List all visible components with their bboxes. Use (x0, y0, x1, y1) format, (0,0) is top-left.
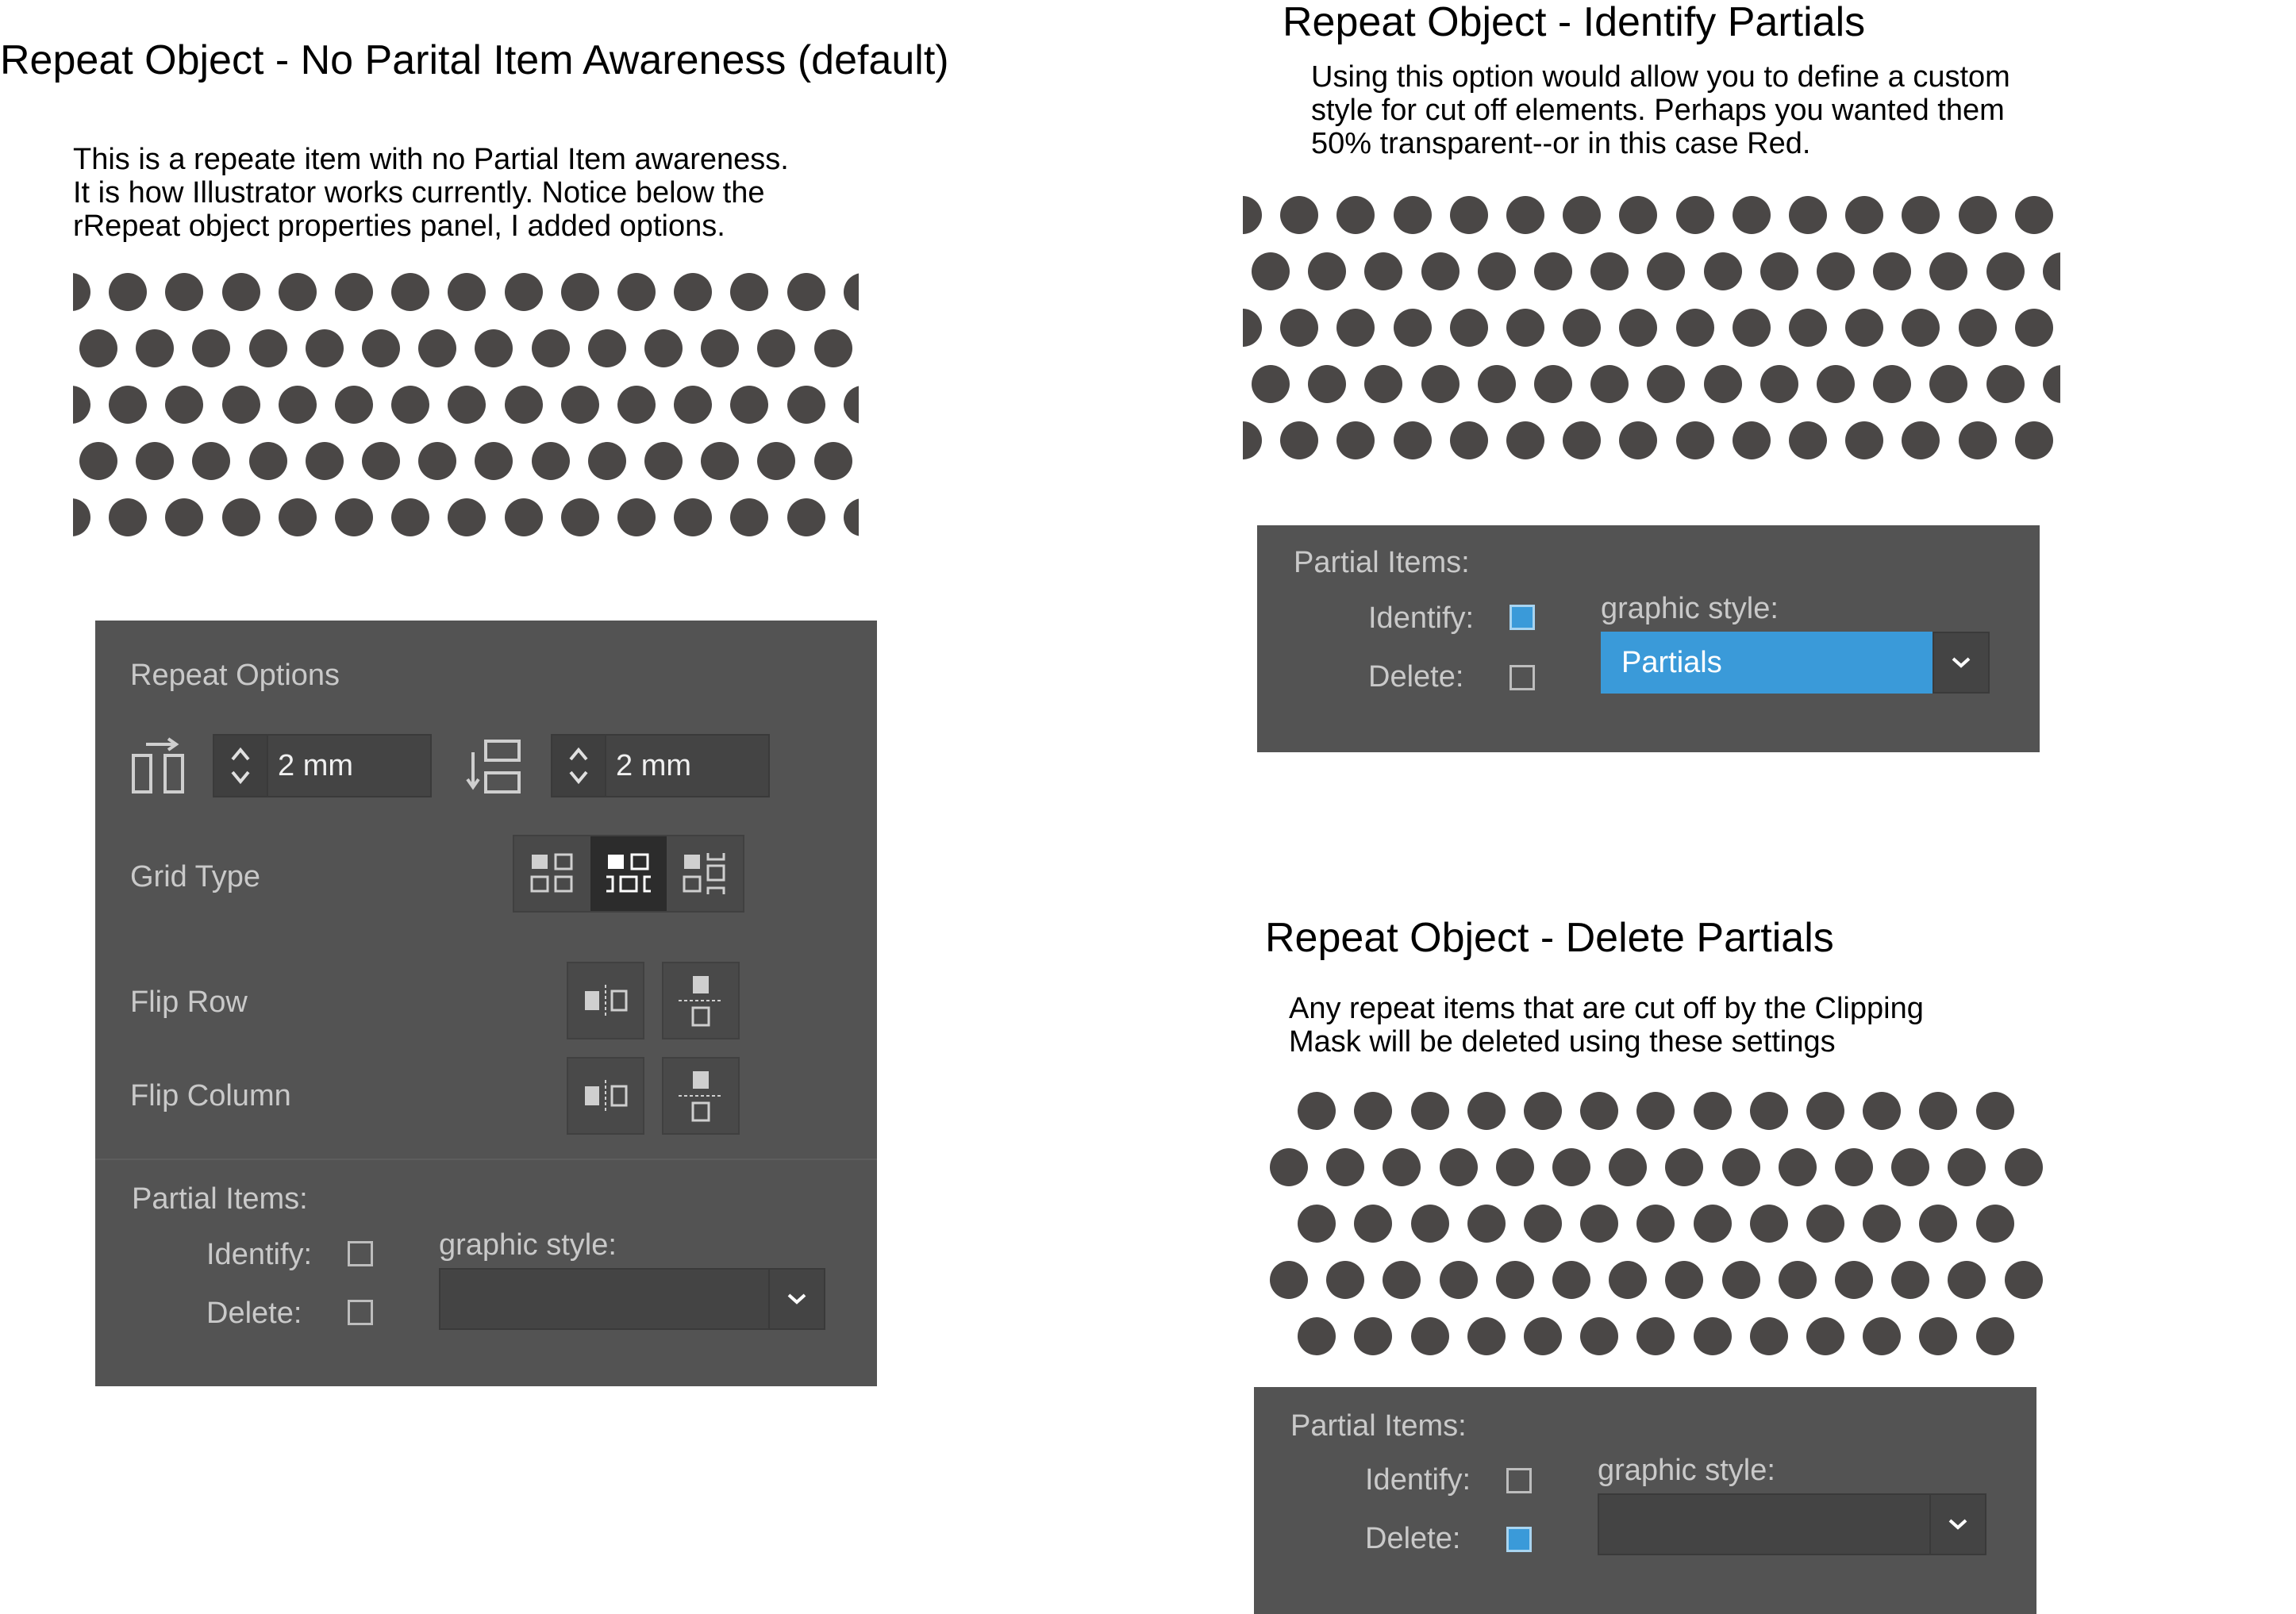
repeat-item (532, 329, 570, 367)
repeat-item (588, 442, 626, 480)
repeat-item (1364, 365, 1402, 403)
delete-checkbox[interactable] (1510, 665, 1535, 690)
delete-label: Delete: (206, 1297, 302, 1330)
repeat-item (701, 442, 739, 480)
repeat-item (644, 442, 683, 480)
flip-row-vertical-button[interactable] (662, 962, 740, 1039)
repeat-item (701, 329, 739, 367)
repeat-item (1440, 1261, 1478, 1299)
repeat-item (561, 386, 599, 424)
repeat-item (1760, 252, 1798, 290)
repeat-item (1636, 1205, 1675, 1243)
identify-checkbox[interactable] (1510, 605, 1535, 630)
repeat-item (1704, 365, 1742, 403)
repeat-item (1524, 1317, 1562, 1355)
repeat-item (730, 273, 768, 311)
repeat-item (1948, 1261, 1986, 1299)
repeat-item (1647, 252, 1685, 290)
repeat-item (249, 329, 287, 367)
repeat-item (730, 498, 768, 536)
graphic-style-label: graphic style: (439, 1228, 617, 1262)
identify-checkbox[interactable] (348, 1241, 373, 1266)
repeat-item (306, 329, 344, 367)
repeat-item (1411, 1205, 1449, 1243)
repeat-item (1298, 1092, 1336, 1130)
repeat-item (1440, 1148, 1478, 1186)
repeat-dot-grid-delete-partials (1254, 1089, 2048, 1358)
flip-column-label: Flip Column (130, 1079, 291, 1113)
repeat-item (1676, 421, 1714, 459)
repeat-item (1563, 309, 1601, 347)
grid-type-selector[interactable] (513, 835, 744, 913)
repeat-item (1722, 1261, 1760, 1299)
repeat-item (1863, 1317, 1901, 1355)
repeat-item (1959, 421, 1997, 459)
repeat-item (814, 329, 852, 367)
vertical-spacing-icon (465, 736, 522, 801)
flip-horizontal-icon (582, 1080, 629, 1112)
repeat-item (1609, 1261, 1647, 1299)
repeat-item (1590, 365, 1629, 403)
repeat-item (1450, 421, 1488, 459)
repeat-item (757, 329, 795, 367)
repeat-item (1619, 309, 1657, 347)
repeat-item (1863, 1092, 1901, 1130)
partial-repeat-item (1243, 309, 1262, 347)
repeat-item (1354, 1092, 1392, 1130)
repeat-item (1733, 196, 1771, 234)
repeat-item (1902, 196, 1940, 234)
graphic-style-dropdown[interactable] (439, 1268, 825, 1330)
repeat-item (1845, 196, 1883, 234)
repeat-item (1976, 1092, 2014, 1130)
identify-label: Identify: (1365, 1463, 1471, 1497)
repeat-item (279, 386, 317, 424)
repeat-item (475, 329, 513, 367)
repeat-item (1976, 1317, 2014, 1355)
repeat-item (362, 442, 400, 480)
heading-no-partial: Repeat Object - No Parital Item Awareness (default) (0, 37, 949, 83)
repeat-item (109, 273, 147, 311)
repeat-item (1552, 1261, 1590, 1299)
repeat-item (1298, 1205, 1336, 1243)
repeat-item (617, 273, 656, 311)
repeat-item (1959, 196, 1997, 234)
repeat-item (1534, 252, 1572, 290)
repeat-item (1354, 1317, 1392, 1355)
repeat-item (588, 329, 626, 367)
repeat-item (1394, 421, 1432, 459)
repeat-item (1863, 1205, 1901, 1243)
repeat-dot-grid-no-partial (73, 267, 859, 538)
repeat-item (165, 386, 203, 424)
repeat-item (1280, 421, 1318, 459)
repeat-item (1478, 252, 1516, 290)
delete-checkbox[interactable] (348, 1300, 373, 1325)
graphic-style-label: graphic style: (1598, 1454, 1775, 1487)
repeat-item (1308, 252, 1346, 290)
repeat-item (1336, 196, 1375, 234)
repeat-item (1929, 252, 1967, 290)
repeat-item (1421, 365, 1460, 403)
repeat-item (1806, 1092, 1844, 1130)
repeat-item (1496, 1261, 1534, 1299)
repeat-item (1619, 421, 1657, 459)
repeat-item (1845, 309, 1883, 347)
repeat-item (1580, 1205, 1618, 1243)
repeat-item (1326, 1261, 1364, 1299)
heading-identify-partials: Repeat Object - Identify Partials (1283, 0, 1866, 45)
repeat-item (1394, 196, 1432, 234)
flip-vertical-icon (677, 973, 725, 1028)
repeat-item (418, 442, 456, 480)
repeat-item (674, 273, 712, 311)
repeat-item (1806, 1205, 1844, 1243)
repeat-item (1450, 196, 1488, 234)
repeat-item (1919, 1205, 1957, 1243)
repeat-item (136, 442, 174, 480)
repeat-item (1665, 1148, 1703, 1186)
chevron-down-icon[interactable] (1929, 1493, 1986, 1555)
vertical-spacing-stepper[interactable] (551, 734, 770, 797)
repeat-item (1580, 1317, 1618, 1355)
repeat-item (532, 442, 570, 480)
description-delete-partials: Any repeat items that are cut off by the Clipping Mask will be deleted using these settings (1289, 992, 1924, 1059)
partial-repeat-item (844, 273, 859, 311)
repeat-item (1411, 1092, 1449, 1130)
description-identify-partials: Using this option would allow you to define a custom style for cut off elements. Perhaps you wanted them 50% transparent--or in this case Red. (1311, 60, 2010, 160)
description-no-partial: This is a repeate item with no Partial Item awareness. It is how Illustrator works currently. Notice below the rRepeat object properties panel, I added options. (73, 143, 789, 243)
repeat-item (1694, 1205, 1732, 1243)
repeat-item (1506, 421, 1544, 459)
repeat-item (192, 442, 230, 480)
grid-icon (529, 851, 576, 896)
repeat-item (475, 442, 513, 480)
chevron-down-icon[interactable] (1933, 632, 1990, 694)
repeat-item (79, 329, 117, 367)
repeat-item (1986, 252, 2025, 290)
partial-repeat-item (844, 386, 859, 424)
partial-repeat-item (1243, 196, 1262, 234)
repeat-item (1506, 196, 1544, 234)
repeat-item (1789, 196, 1827, 234)
delete-partials-panel (1254, 1387, 2036, 1614)
repeat-item (2015, 309, 2053, 347)
repeat-item (335, 273, 373, 311)
repeat-item (1383, 1261, 1421, 1299)
repeat-item (391, 386, 429, 424)
repeat-item (787, 386, 825, 424)
repeat-item (335, 498, 373, 536)
repeat-options-panel (95, 621, 877, 1386)
grid-type-brick-column-button[interactable] (667, 836, 743, 911)
repeat-item (1636, 1317, 1675, 1355)
repeat-item (222, 498, 260, 536)
horizontal-spacing-stepper[interactable] (213, 734, 432, 797)
repeat-item (1467, 1092, 1506, 1130)
repeat-item (1563, 196, 1601, 234)
repeat-item (1902, 421, 1940, 459)
delete-label: Delete: (1368, 660, 1464, 694)
vertical-spacing-value[interactable]: 2 mm (606, 734, 770, 797)
repeat-item (1563, 421, 1601, 459)
repeat-item (1986, 365, 2025, 403)
repeat-item (1750, 1317, 1788, 1355)
repeat-item (1280, 196, 1318, 234)
graphic-style-value[interactable]: Partials (1601, 632, 1933, 694)
repeat-item (109, 498, 147, 536)
repeat-item (1891, 1148, 1929, 1186)
repeat-item (1976, 1205, 2014, 1243)
repeat-item (1817, 252, 1855, 290)
flip-row-horizontal-button[interactable] (567, 962, 644, 1039)
graphic-style-value[interactable] (1598, 1493, 1929, 1555)
repeat-item (1270, 1261, 1308, 1299)
repeat-item (1524, 1092, 1562, 1130)
repeat-item (1252, 365, 1290, 403)
repeat-item (1750, 1092, 1788, 1130)
graphic-style-dropdown[interactable] (1601, 632, 1990, 694)
repeat-item (1364, 252, 1402, 290)
repeat-item (1722, 1148, 1760, 1186)
repeat-item (1817, 365, 1855, 403)
grid-type-brick-row-button[interactable] (590, 836, 667, 911)
repeat-item (1733, 309, 1771, 347)
partial-items-label: Partial Items: (1294, 546, 1470, 579)
stepper-arrows-icon[interactable] (551, 734, 606, 797)
repeat-item (1779, 1148, 1817, 1186)
repeat-item (1902, 309, 1940, 347)
repeat-item (1280, 309, 1318, 347)
repeat-item (1354, 1205, 1392, 1243)
brick-by-row-icon (605, 851, 652, 896)
repeat-item (1919, 1092, 1957, 1130)
repeat-item (1394, 309, 1432, 347)
horizontal-spacing-value[interactable]: 2 mm (268, 734, 432, 797)
repeat-item (674, 498, 712, 536)
identify-partials-panel (1257, 525, 2040, 752)
repeat-item (1467, 1317, 1506, 1355)
repeat-item (1590, 252, 1629, 290)
heading-delete-partials: Repeat Object - Delete Partials (1265, 915, 1834, 961)
repeat-item (1760, 365, 1798, 403)
repeat-item (1326, 1148, 1364, 1186)
partial-repeat-item (2043, 252, 2060, 290)
repeat-item (1506, 309, 1544, 347)
partial-items-label: Partial Items: (1290, 1409, 1467, 1443)
repeat-item (757, 442, 795, 480)
flip-row-label: Flip Row (130, 986, 248, 1019)
repeat-item (1779, 1261, 1817, 1299)
grid-type-label: Grid Type (130, 860, 261, 893)
identify-checkbox[interactable] (1506, 1468, 1532, 1493)
repeat-item (165, 273, 203, 311)
delete-checkbox[interactable] (1506, 1527, 1532, 1552)
repeat-item (787, 498, 825, 536)
graphic-style-dropdown[interactable] (1598, 1493, 1986, 1555)
repeat-item (1336, 309, 1375, 347)
repeat-item (79, 442, 117, 480)
repeat-item (1421, 252, 1460, 290)
repeat-item (1835, 1148, 1873, 1186)
repeat-item (1873, 365, 1911, 403)
repeat-item (418, 329, 456, 367)
repeat-item (1383, 1148, 1421, 1186)
repeat-item (1835, 1261, 1873, 1299)
repeat-item (448, 386, 486, 424)
repeat-item (448, 273, 486, 311)
repeat-item (1929, 365, 1967, 403)
repeat-item (1524, 1205, 1562, 1243)
partial-repeat-item (73, 498, 90, 536)
partial-repeat-item (73, 273, 90, 311)
repeat-item (1959, 309, 1997, 347)
graphic-style-label: graphic style: (1601, 592, 1779, 625)
chevron-down-icon[interactable] (768, 1268, 825, 1330)
repeat-item (1891, 1261, 1929, 1299)
repeat-item (222, 273, 260, 311)
horizontal-spacing-icon (130, 736, 187, 801)
repeat-item (1750, 1205, 1788, 1243)
repeat-item (730, 386, 768, 424)
repeat-item (1806, 1317, 1844, 1355)
repeat-dot-grid-identify-partials (1243, 192, 2060, 462)
repeat-item (1411, 1317, 1449, 1355)
repeat-item (1619, 196, 1657, 234)
repeat-item (814, 442, 852, 480)
repeat-item (1845, 421, 1883, 459)
flip-vertical-icon (677, 1068, 725, 1124)
partial-repeat-item (844, 498, 859, 536)
repeat-item (1676, 196, 1714, 234)
repeat-item (674, 386, 712, 424)
repeat-item (249, 442, 287, 480)
partial-repeat-item (1243, 421, 1262, 459)
repeat-item (1694, 1092, 1732, 1130)
flip-horizontal-icon (582, 985, 629, 1016)
repeat-item (192, 329, 230, 367)
repeat-item (1676, 309, 1714, 347)
repeat-item (1580, 1092, 1618, 1130)
partial-items-label: Partial Items: (132, 1182, 308, 1216)
repeat-item (1665, 1261, 1703, 1299)
repeat-item (1308, 365, 1346, 403)
repeat-item (1789, 421, 1827, 459)
repeat-item (335, 386, 373, 424)
delete-label: Delete: (1365, 1522, 1461, 1555)
repeat-item (2005, 1148, 2043, 1186)
identify-label: Identify: (1368, 601, 1475, 635)
repeat-item (279, 273, 317, 311)
repeat-item (1948, 1148, 1986, 1186)
repeat-item (2015, 421, 2053, 459)
repeat-item (1252, 252, 1290, 290)
flip-column-horizontal-button[interactable] (567, 1057, 644, 1135)
repeat-item (617, 498, 656, 536)
repeat-item (1733, 421, 1771, 459)
repeat-item (1919, 1317, 1957, 1355)
flip-column-vertical-button[interactable] (662, 1057, 740, 1135)
repeat-item (1336, 421, 1375, 459)
graphic-style-value[interactable] (439, 1268, 768, 1330)
repeat-item (505, 273, 543, 311)
repeat-options-title: Repeat Options (130, 659, 340, 692)
repeat-item (2005, 1261, 2043, 1299)
repeat-item (165, 498, 203, 536)
identify-label: Identify: (206, 1238, 313, 1271)
repeat-item (1467, 1205, 1506, 1243)
repeat-item (1534, 365, 1572, 403)
repeat-item (1552, 1148, 1590, 1186)
repeat-item (505, 498, 543, 536)
repeat-item (279, 498, 317, 536)
repeat-item (1496, 1148, 1534, 1186)
repeat-item (1694, 1317, 1732, 1355)
partial-repeat-item (2043, 365, 2060, 403)
repeat-item (1789, 309, 1827, 347)
repeat-item (109, 386, 147, 424)
repeat-item (644, 329, 683, 367)
repeat-item (2015, 196, 2053, 234)
panel-divider (95, 1159, 877, 1160)
repeat-item (787, 273, 825, 311)
repeat-item (1298, 1317, 1336, 1355)
repeat-item (362, 329, 400, 367)
repeat-item (505, 386, 543, 424)
repeat-item (222, 386, 260, 424)
repeat-item (391, 273, 429, 311)
repeat-item (1450, 309, 1488, 347)
repeat-item (1478, 365, 1516, 403)
grid-type-grid-button[interactable] (514, 836, 590, 911)
repeat-item (391, 498, 429, 536)
repeat-item (617, 386, 656, 424)
repeat-item (1873, 252, 1911, 290)
brick-by-column-icon (681, 851, 729, 896)
repeat-item (448, 498, 486, 536)
repeat-item (1704, 252, 1742, 290)
repeat-item (306, 442, 344, 480)
repeat-item (1609, 1148, 1647, 1186)
repeat-item (1636, 1092, 1675, 1130)
stepper-arrows-icon[interactable] (213, 734, 268, 797)
repeat-item (1270, 1148, 1308, 1186)
partial-repeat-item (73, 386, 90, 424)
repeat-item (136, 329, 174, 367)
repeat-item (561, 498, 599, 536)
repeat-item (1647, 365, 1685, 403)
repeat-item (561, 273, 599, 311)
